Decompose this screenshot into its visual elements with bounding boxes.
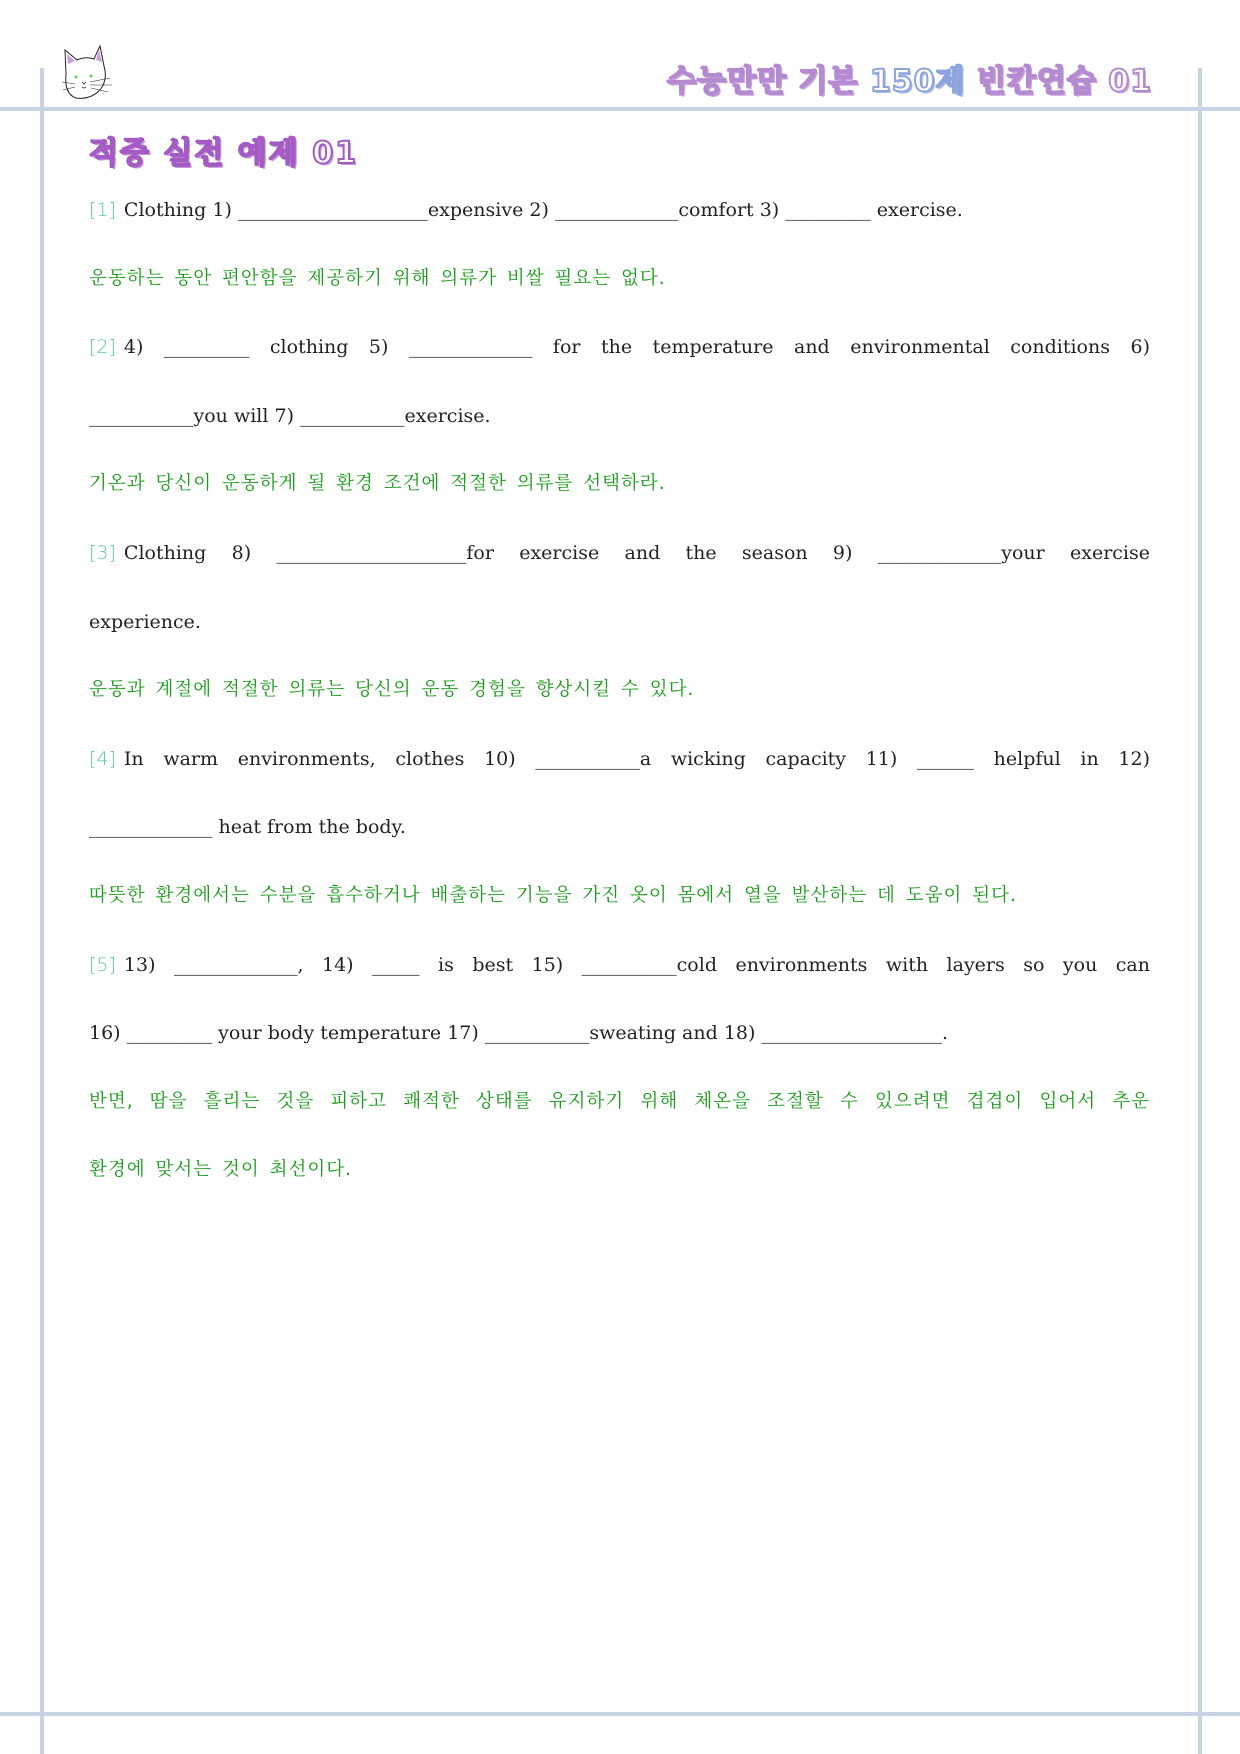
english-text: Clothing 8) ____________________for exercise and the season 9) _____________your exercise xyxy=(123,541,1150,564)
korean-translation-line: 운동하는 동안 편안함을 제공하기 위해 의류가 비쌀 필요는 없다. xyxy=(89,267,666,289)
question-number-marker: [4] xyxy=(89,747,116,770)
english-text: ___________you will 7) ___________exercise. xyxy=(89,404,491,427)
footer-rule xyxy=(0,1712,1240,1716)
korean-translation-line: 반면, 땀을 흘리는 것을 피하고 쾌적한 상태를 유지하기 위해 체온을 조절할 수 있으려면 겹겹이 입어서 추운 xyxy=(89,1090,1150,1112)
question-number-marker: [2] xyxy=(89,336,116,359)
english-sentence-line xyxy=(89,392,1150,461)
header-rule xyxy=(0,107,1240,111)
english-text: _____________ heat from the body. xyxy=(89,816,406,839)
question-number-marker: [1] xyxy=(89,199,116,221)
english-text: experience. xyxy=(89,610,201,633)
right-margin-rule xyxy=(1198,68,1202,1754)
section-title: 적중 실전 예제 01 xyxy=(89,136,358,171)
english-text: Clothing 1) ____________________expensive 2) _____________comfort 3) _________ exercise. xyxy=(123,199,963,221)
exercise-content xyxy=(89,186,1150,1215)
question-number-marker: [5] xyxy=(89,953,116,976)
english-text: 13) _____________, 14) _____ is best 15) __________cold environments with layers so you can xyxy=(123,953,1150,976)
cat-logo-icon xyxy=(60,44,124,102)
english-sentence-line xyxy=(89,1009,1150,1078)
english-text: 16) _________ your body temperature 17) ___________sweating and 18) ___________________. xyxy=(89,1022,948,1045)
header-title-part: 빈칸연습 01 xyxy=(965,64,1152,99)
korean-translation-line: 운동과 계절에 적절한 의류는 당신의 운동 경험을 향상시킬 수 있다. xyxy=(89,679,695,701)
english-text: 4) _________ clothing 5) _____________ for the temperature and environmental conditions 6) xyxy=(123,336,1150,359)
header-title-count: 150제 xyxy=(869,64,966,99)
korean-translation-line: 환경에 맞서는 것이 최선이다. xyxy=(89,1159,352,1181)
english-sentence-line xyxy=(89,186,1150,255)
english-sentence-line xyxy=(89,598,1150,667)
english-sentence-line xyxy=(89,941,1150,1010)
english-sentence-line xyxy=(89,529,1150,598)
english-sentence-line xyxy=(89,803,1150,872)
korean-translation-line: 따뜻한 환경에서는 수분을 흡수하거나 배출하는 기능을 가진 옷이 몸에서 열을 발산하는 데 도움이 된다. xyxy=(89,884,1017,906)
question-number-marker: [3] xyxy=(89,541,116,564)
left-margin-rule xyxy=(40,68,44,1754)
english-text: In warm environments, clothes 10) ___________a wicking capacity 11) ______ helpful in 12) xyxy=(123,747,1150,770)
header-series-title xyxy=(667,56,1152,100)
english-sentence-line xyxy=(89,323,1150,392)
english-sentence-line xyxy=(89,735,1150,804)
korean-translation-line: 기온과 당신이 운동하게 될 환경 조건에 적절한 의류를 선택하라. xyxy=(89,473,666,495)
header-title-part: 수능만만 기본 xyxy=(667,64,870,99)
